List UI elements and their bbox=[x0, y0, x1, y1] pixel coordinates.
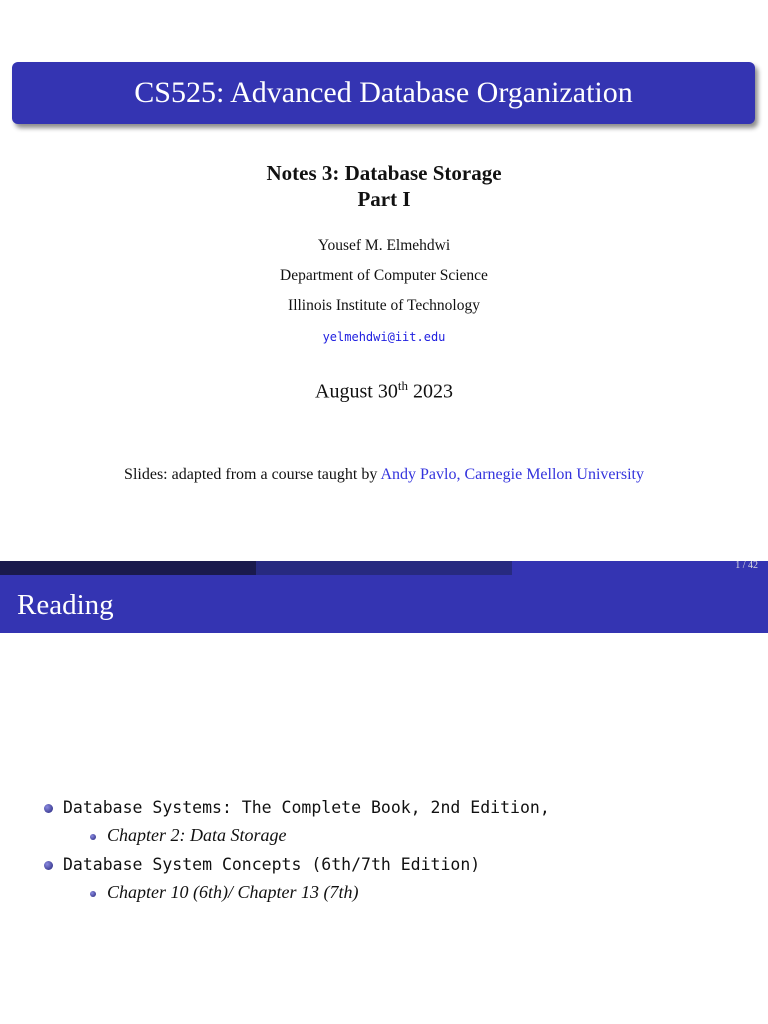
credit-line bbox=[0, 466, 768, 484]
credit-link[interactable]: Andy Pavlo, Carnegie Mellon University bbox=[380, 466, 644, 483]
department: Department of Computer Science bbox=[280, 267, 488, 284]
date-suffix: th bbox=[397, 378, 408, 393]
bullet-icon bbox=[44, 804, 53, 813]
bullet-icon bbox=[44, 861, 53, 870]
date-year: 2023 bbox=[407, 380, 453, 403]
nav-bar-section-2 bbox=[256, 561, 512, 575]
subtitle-line1: Notes 3: Database Storage bbox=[266, 161, 502, 185]
email-link[interactable]: yelmehdwi@iit.edu bbox=[322, 330, 446, 344]
course-title: CS525: Advanced Database Organization bbox=[134, 76, 633, 109]
date-text: August 30 bbox=[315, 380, 398, 403]
subtitle-line2: Part I bbox=[357, 187, 411, 211]
nav-bar-section-3 bbox=[512, 561, 768, 575]
reading-subitem-2: Chapter 10 (6th)/ Chapter 13 (7th) bbox=[107, 882, 359, 902]
sub-bullet-icon bbox=[90, 891, 96, 897]
nav-bar-section-1 bbox=[0, 561, 256, 575]
page-number: 1 / 42 bbox=[735, 560, 758, 571]
reading-item-2: Database System Concepts (6th/7th Edition) bbox=[63, 855, 481, 874]
course-title-box bbox=[12, 62, 755, 124]
frame-title: Reading bbox=[17, 589, 114, 621]
author: Yousef M. Elmehdwi bbox=[317, 237, 451, 254]
credit-text: Slides: adapted from a course taught by bbox=[124, 466, 381, 483]
date bbox=[0, 378, 768, 404]
frame-title-bar bbox=[0, 575, 768, 633]
email-row bbox=[0, 328, 768, 346]
sub-bullet-icon bbox=[90, 834, 96, 840]
reading-subitem-1: Chapter 2: Data Storage bbox=[107, 825, 287, 845]
institution: Illinois Institute of Technology bbox=[288, 297, 480, 314]
reading-item-1: Database Systems: The Complete Book, 2nd Edition, bbox=[63, 798, 550, 817]
